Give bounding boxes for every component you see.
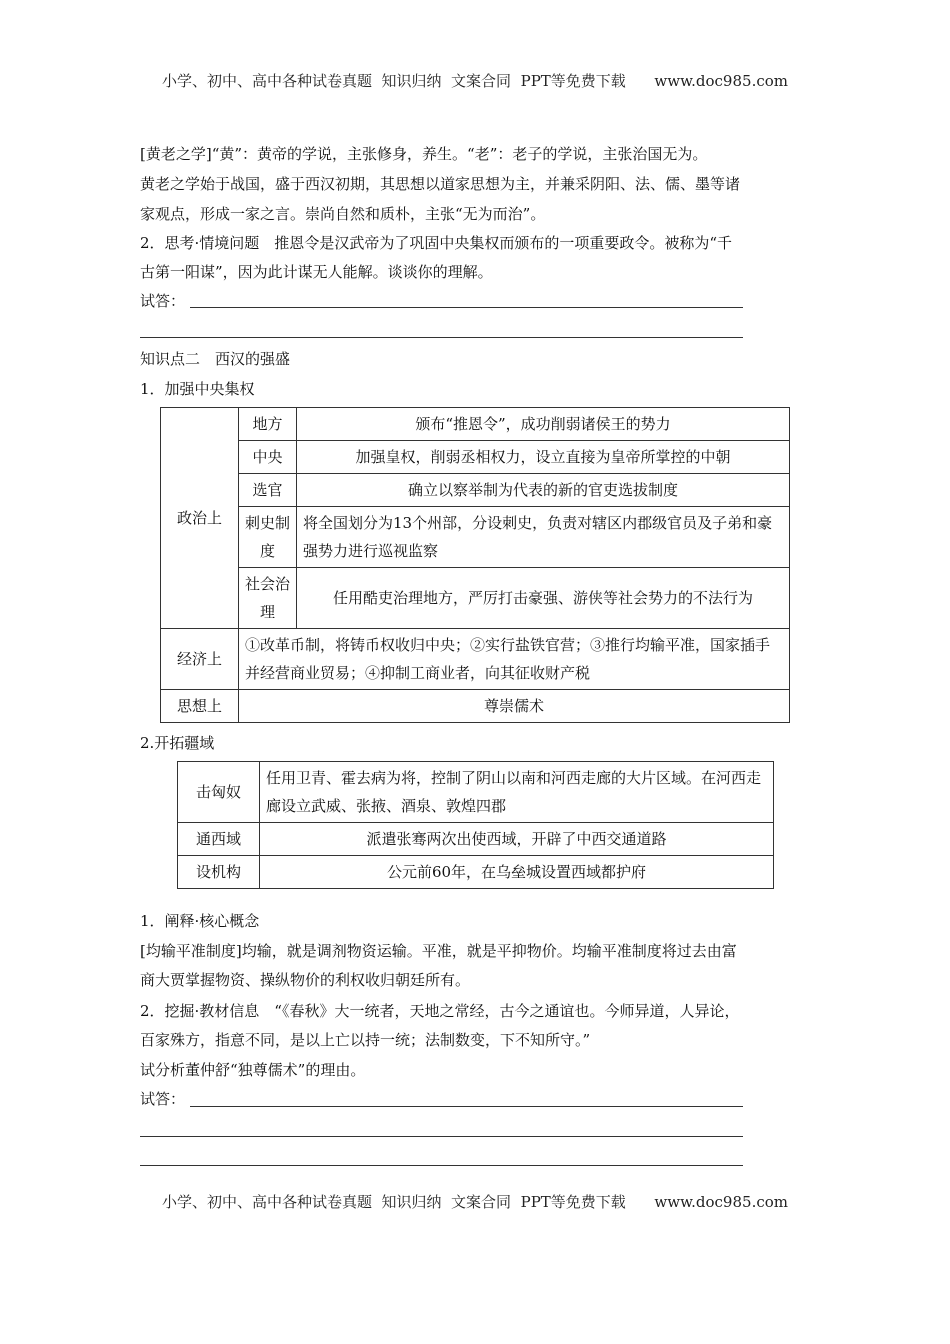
huanglao-line-1: [黄老之学]“黄”：黄帝的学说，主张修身，养生。“老”：老子的学说，主张治国无为。: [140, 145, 708, 163]
row-value: 派遣张骞两次出使西域，开辟了中西交通道路: [260, 823, 774, 856]
junshu-line-2: 商大贾掌握物资、操纵物价的利权收归朝廷所有。: [140, 971, 471, 989]
row-value: 将全国划分为13个州部，分设刺史，负责对辖区内郡级官员及子弟和豪强势力进行巡视监察: [297, 507, 790, 568]
subsection-1-title: 1．加强中央集权: [140, 380, 255, 398]
concept-title: 1．阐释·核心概念: [140, 912, 260, 930]
section-title: 知识点二 西汉的强盛: [140, 350, 291, 368]
huanglao-line-2: 黄老之学始于战国，盛于西汉初期，其思想以道家思想为主，并兼采阴阳、法、儒、墨等诸: [140, 175, 741, 193]
answer-line: [190, 307, 743, 308]
economy-label: 经济上: [161, 629, 239, 690]
row-value: 确立以察举制为代表的新的官吏选拔制度: [297, 474, 790, 507]
question-2-line-2: 古第一阳谋”，因为此计谋无人能解。谈谈你的理解。: [140, 263, 493, 281]
thought-label: 思想上: [161, 690, 239, 723]
page-header: 小学、初中、高中各种试卷真题 知识归纳 文案合同 PPT等免费下载 www.doc985.com: [161, 72, 788, 90]
row-key: 中央: [239, 441, 297, 474]
territory-table: [177, 761, 774, 889]
row-key: 通西域: [178, 823, 260, 856]
answer-line: [190, 1106, 743, 1107]
page-footer: 小学、初中、高中各种试卷真题 知识归纳 文案合同 PPT等免费下载 www.doc985.com: [161, 1193, 788, 1211]
textbook-line-3: 试分析董仲舒“独尊儒术”的理由。: [140, 1061, 366, 1079]
row-value: 加强皇权，削弱丞相权力，设立直接为皇帝所掌控的中朝: [297, 441, 790, 474]
answer-line: [140, 1136, 743, 1137]
subsection-2-title: 2.开拓疆域: [140, 734, 215, 752]
row-key: 地方: [239, 408, 297, 441]
junshu-line-1: [均输平准制度]均输，就是调剂物资运输。平准，就是平抑物价。均输平准制度将过去由富: [140, 942, 737, 960]
row-value: 任用卫青、霍去病为将，控制了阴山以南和河西走廊的大片区域。在河西走廊设立武威、张掖、酒泉、敦煌四郡: [260, 762, 774, 823]
row-key: 选官: [239, 474, 297, 507]
answer-label-2: 试答：: [140, 1090, 186, 1108]
row-value: 颁布“推恩令”，成功削弱诸侯王的势力: [297, 408, 790, 441]
answer-line: [140, 1165, 743, 1166]
row-key: 社会治理: [239, 568, 297, 629]
row-value: 公元前60年，在乌垒城设置西域都护府: [260, 856, 774, 889]
question-2-line-1: 2．思考·情境问题 推恩令是汉武帝为了巩固中央集权而颁布的一项重要政令。被称为“千: [140, 234, 732, 252]
answer-line: [140, 337, 743, 338]
answer-label-1: 试答：: [140, 292, 186, 310]
row-key: 刺史制度: [239, 507, 297, 568]
textbook-line-2: 百家殊方，指意不同，是以上亡以持一统；法制数变，下不知所守。”: [140, 1031, 591, 1049]
economy-value: ①改革币制，将铸币权收归中央；②实行盐铁官营；③推行均输平准，国家插手并经营商业贸易；④抑制工商业者，向其征收财产税: [239, 629, 790, 690]
row-key: 击匈奴: [178, 762, 260, 823]
row-value: 任用酷吏治理地方，严厉打击豪强、游侠等社会势力的不法行为: [297, 568, 790, 629]
textbook-line-1: 2．挖掘·教材信息 “《春秋》大一统者，天地之常经，古今之通谊也。今师异道，人异论，: [140, 1002, 740, 1020]
huanglao-line-3: 家观点，形成一家之言。崇尚自然和质朴，主张“无为而治”。: [140, 205, 546, 223]
thought-value: 尊崇儒术: [239, 690, 790, 723]
politics-label: 政治上: [161, 408, 239, 629]
central-power-table: [160, 407, 790, 723]
row-key: 设机构: [178, 856, 260, 889]
